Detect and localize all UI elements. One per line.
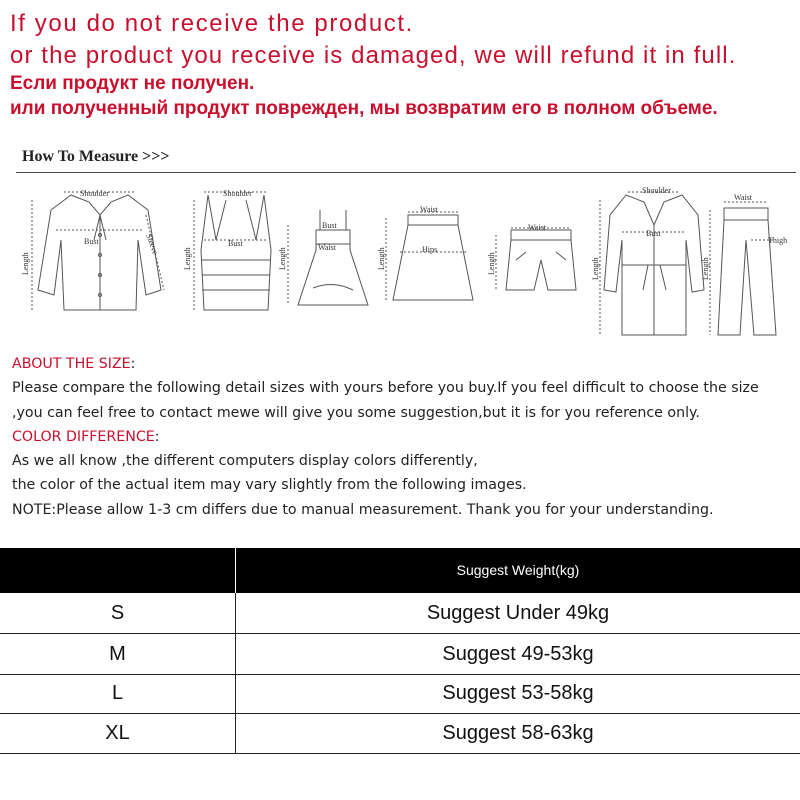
- notice-line-2: or the product you receive is damaged, we will refund it in full.: [10, 42, 737, 69]
- label-length: Length: [183, 247, 192, 270]
- about-size-colon: :: [130, 356, 136, 372]
- label-length: Length: [21, 252, 30, 275]
- garment-diagrams: [16, 140, 800, 340]
- notice-line-4-ru: или полученный продукт поврежден, мы возвратим его в полном объеме.: [10, 98, 718, 119]
- blouse-diagram: [21, 189, 164, 310]
- label-length: Length: [377, 247, 386, 270]
- label-waist: Waist: [734, 193, 753, 202]
- label-waist: Waist: [528, 223, 547, 232]
- skirt-diagram: [377, 205, 473, 300]
- weight-cell: Suggest 58-63kg: [442, 722, 594, 744]
- label-bust: Bust: [228, 239, 243, 248]
- size-cell: M: [109, 643, 126, 665]
- color-difference-heading: [12, 425, 798, 449]
- label-shoulder: Shoulder: [80, 189, 109, 198]
- table-row: [0, 634, 800, 675]
- size-info-text: [12, 352, 798, 522]
- size-cell: L: [111, 682, 124, 704]
- camisole-diagram: [183, 189, 271, 310]
- strap-dress-diagram: [278, 210, 368, 305]
- label-hips: Hips: [422, 245, 438, 254]
- label-length: Length: [701, 257, 710, 280]
- coat-diagram: [591, 186, 704, 335]
- label-bust: Bust: [322, 221, 337, 230]
- color-line-2: the color of the actual item may vary slightly from the following images.: [12, 477, 527, 494]
- weight-cell: Suggest Under 49kg: [426, 602, 610, 624]
- color-line-1: As we all know ,the different computers display colors differently,: [12, 453, 478, 470]
- notice-line-1: If you do not receive the product.: [10, 10, 414, 37]
- weight-cell: Suggest 49-53kg: [442, 643, 594, 665]
- weight-cell: Suggest 53-58kg: [442, 682, 594, 704]
- size-cell: S: [110, 602, 125, 624]
- how-to-measure-section: [16, 140, 800, 340]
- label-bust: Bust: [84, 237, 99, 246]
- about-size-line-2: ,you can feel free to contact mewe will give you some suggestion,but it is for you reference only.: [12, 404, 700, 421]
- notice-line-3-ru: Если продукт не получен.: [10, 73, 255, 94]
- label-length: Length: [591, 257, 600, 280]
- table-header: [0, 548, 800, 593]
- label-bust: Bust: [646, 229, 661, 238]
- label-thigh: Thigh: [768, 236, 788, 245]
- color-difference-label: COLOR DIFFERENCE: [12, 428, 155, 445]
- about-size-label: ABOUT THE SIZE: [12, 356, 131, 372]
- label-length: Length: [278, 247, 287, 270]
- how-to-measure-title: How To Measure >>>: [22, 148, 170, 165]
- header-suggest-weight: Suggest Weight(kg): [456, 562, 580, 578]
- table-row: [0, 673, 800, 714]
- label-waist: Waist: [318, 243, 337, 252]
- measurement-note: NOTE:Please allow 1-3 cm differs due to manual measurement. Thank you for your understanding.: [12, 501, 714, 518]
- size-cell: XL: [105, 722, 130, 744]
- label-length: Length: [487, 252, 496, 275]
- table-row: [0, 593, 800, 634]
- label-waist: Waist: [420, 205, 439, 214]
- shorts-diagram: [487, 223, 576, 290]
- about-size-line-1: Please compare the following detail sizes with yours before you buy.If you feel difficult to choose the size: [12, 380, 759, 397]
- label-shoulder: Shoulder: [223, 189, 252, 198]
- label-sleeve: Sleeve: [144, 232, 160, 256]
- table-row: [0, 713, 800, 754]
- color-difference-colon: :: [154, 428, 160, 445]
- about-size-heading: [12, 352, 798, 376]
- label-shoulder: Shoulder: [642, 186, 671, 195]
- trousers-diagram: [701, 193, 787, 335]
